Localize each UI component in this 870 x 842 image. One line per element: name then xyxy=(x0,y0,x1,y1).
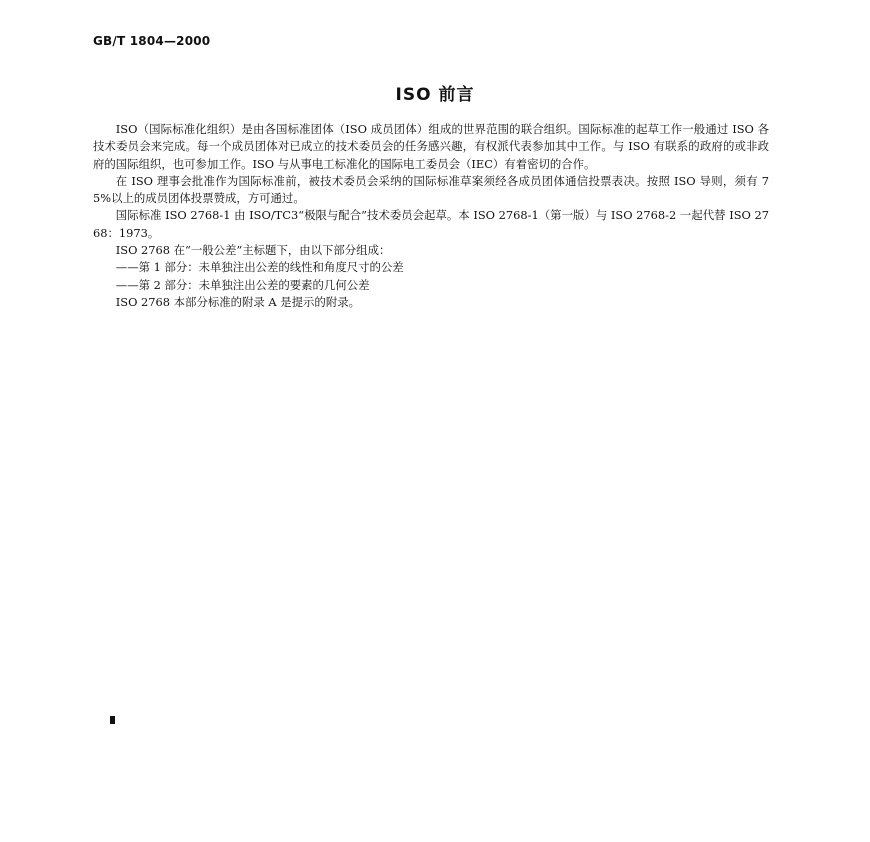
document-code: GB/T 1804—2000 xyxy=(93,34,211,48)
page-title: ISO 前言 xyxy=(395,85,475,105)
paragraph-drafting: 国际标准 ISO 2768-1 由 ISO/TC3“极限与配合”技术委员会起草。本 ISO 2768-1（第一版）与 ISO 2768-2 一起代替 ISO 2768：1973。 xyxy=(93,208,769,240)
foreword-body xyxy=(93,121,769,311)
list-item-part-1: ——第 1 部分：未单独注出公差的线性和角度尺寸的公差 xyxy=(115,260,404,275)
scan-mark xyxy=(110,716,115,724)
paragraph-parts-intro: ISO 2768 在“一般公差”主标题下，由以下部分组成： xyxy=(115,243,391,258)
list-item-part-2: ——第 2 部分：未单独注出公差的要素的几何公差 xyxy=(115,277,370,292)
paragraph-annex: ISO 2768 本部分标准的附录 A 是提示的附录。 xyxy=(115,294,360,309)
paragraph-iso-intro: ISO（国际标准化组织）是由各国标准团体（ISO 成员团体）组成的世界范围的联合组织。国际标准的起草工作一般通过 ISO 各技术委员会来完成。每一个成员团体对已成立的技术委员会的任务感兴趣，有权派代表参加其中工作。与 ISO 有联系的政府的或非政府的国际组织，也可参加工作。ISO 与从事电工标准化的国际电工委员会（IEC）有着密切的合作。 xyxy=(93,122,769,171)
paragraph-voting: 在 ISO 理事会批准作为国际标准前，被技术委员会采纳的国际标准草案须经各成员团体通信投票表决。按照 ISO 导则，须有 75%以上的成员团体投票赞成，方可通过。 xyxy=(93,173,769,206)
